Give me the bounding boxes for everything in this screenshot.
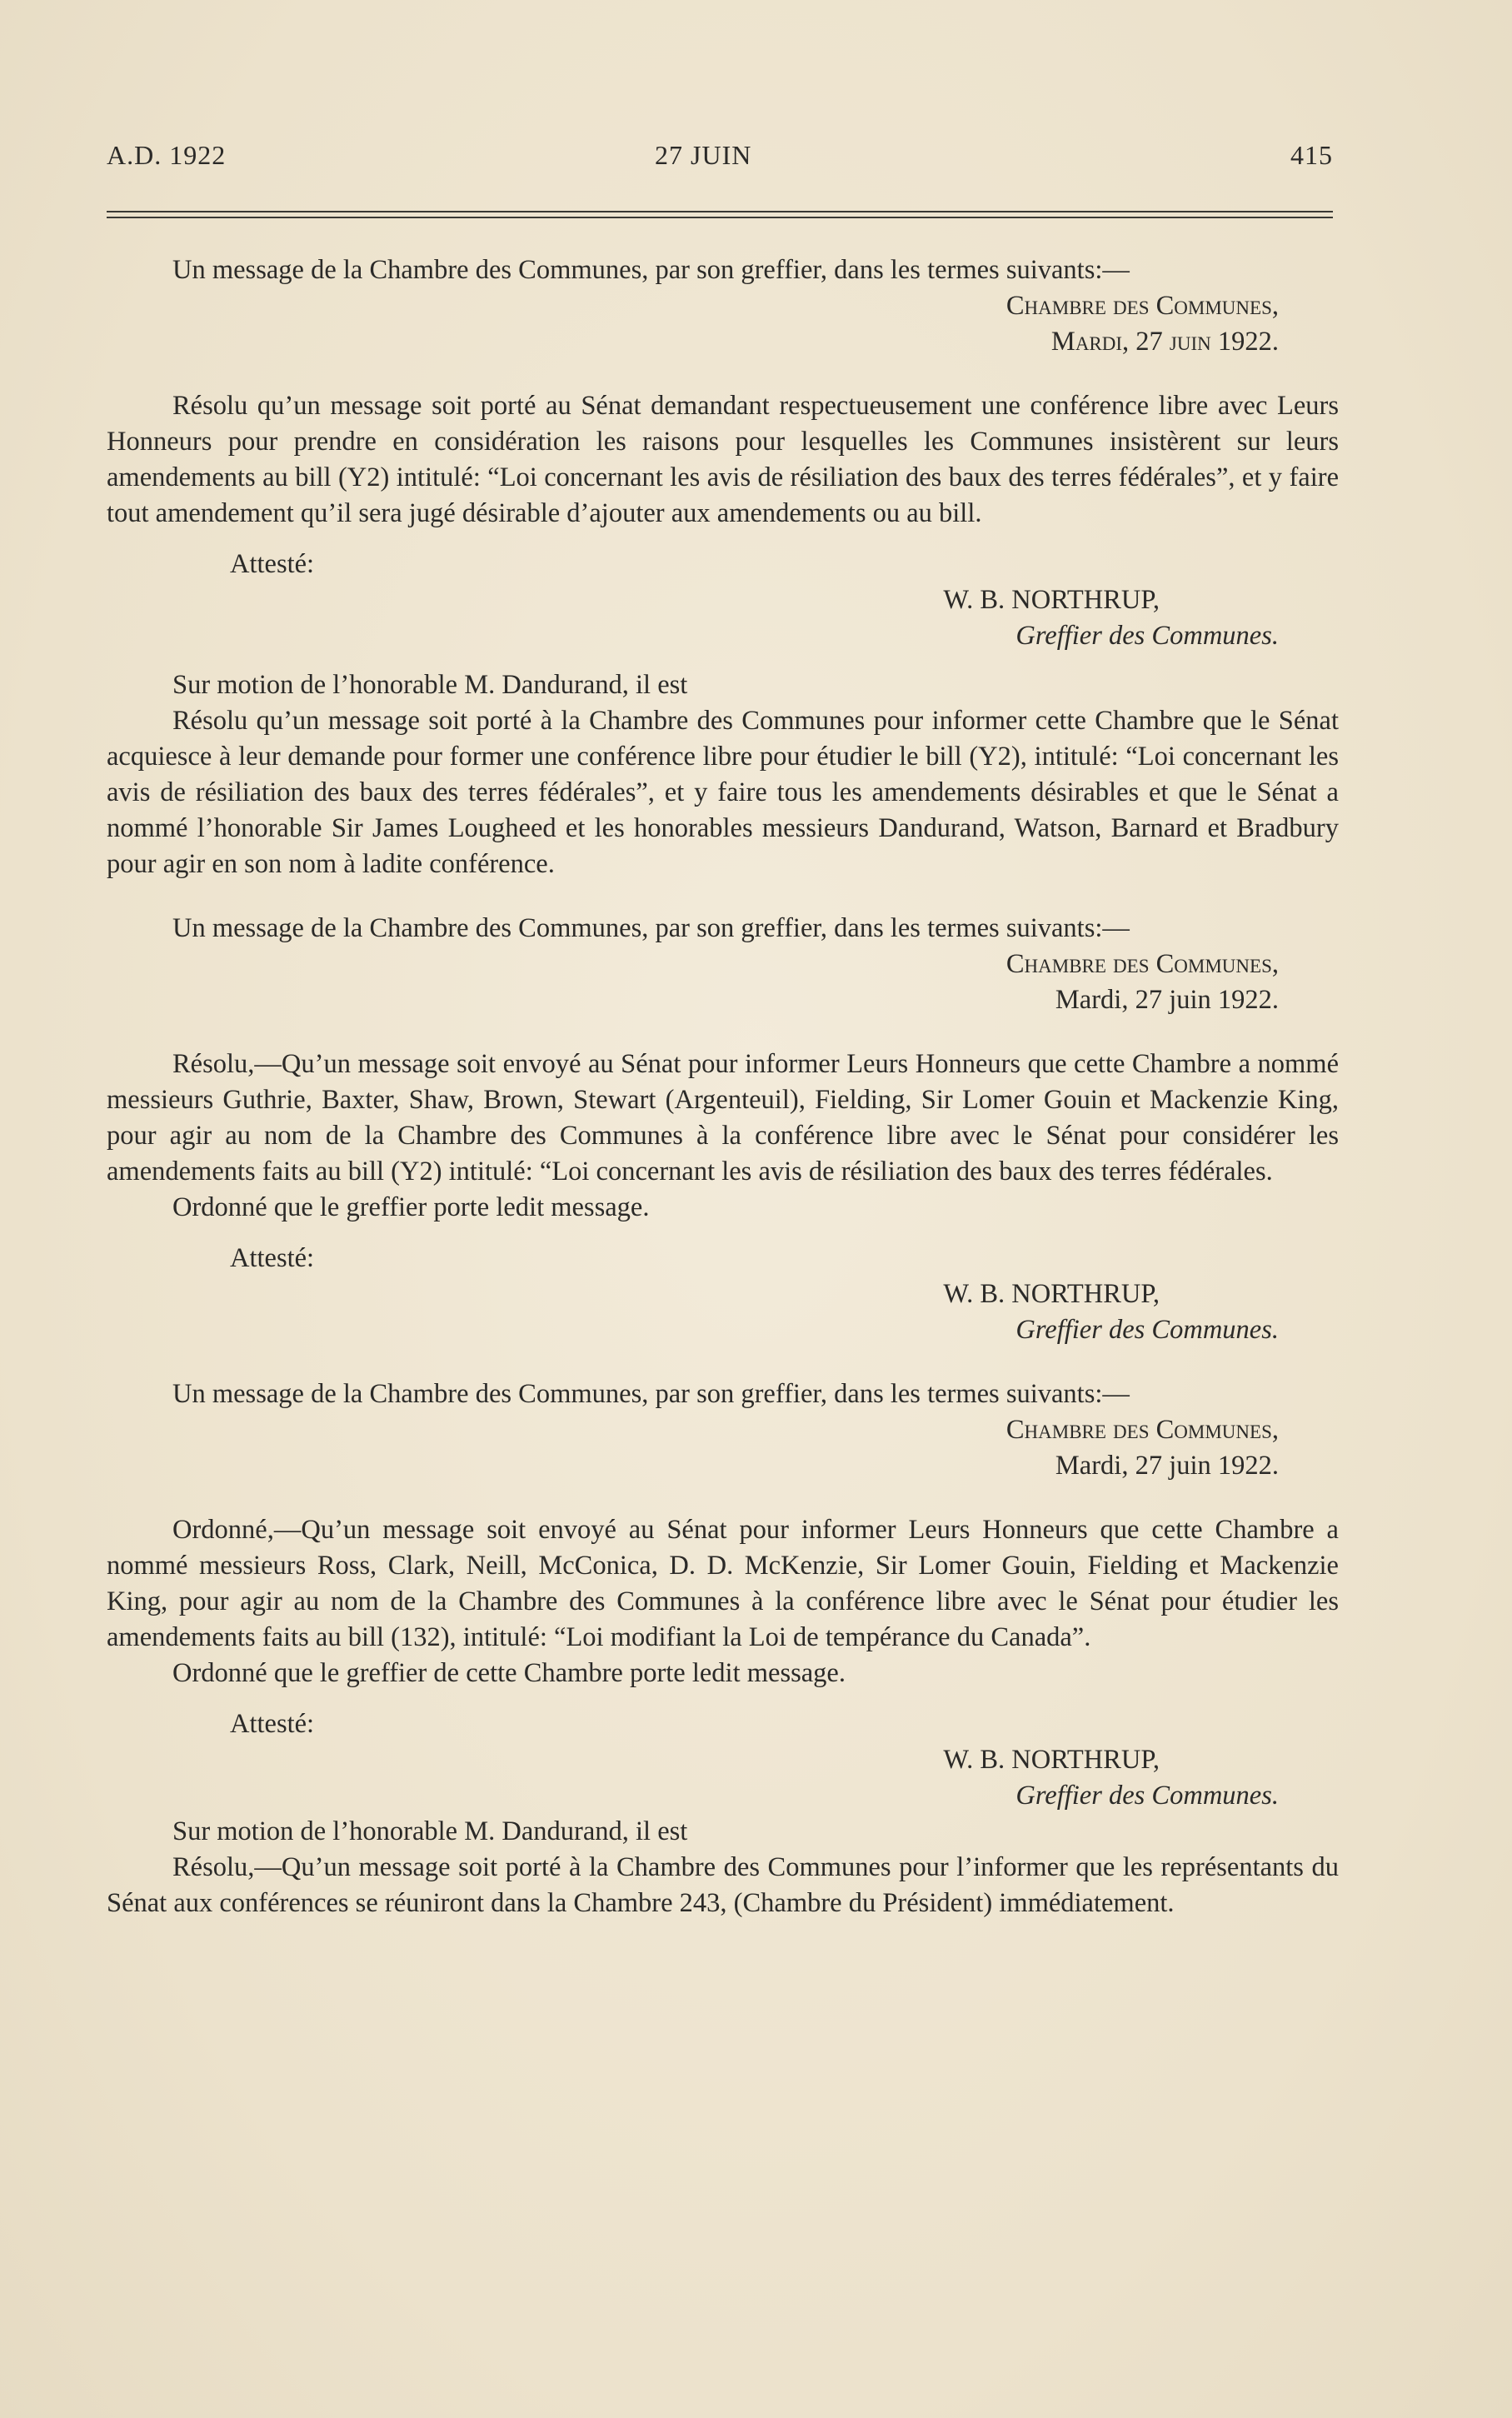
motion-2-body: Résolu,—Qu’un message soit porté à la Chambre des Communes pour l’informer que les représentants du Sénat aux conférences se réuniront dans la Chambre 243, (Chambre du Président) immédiatement. <box>107 1852 1339 1918</box>
message-1-attest: Attesté: <box>230 549 315 579</box>
message-3-signature: W. B. NORTHRUP, <box>943 1745 1160 1775</box>
header-double-rule <box>107 211 1333 222</box>
message-3-body: Ordonné,—Qu’un message soit envoyé au Sénat pour informer Leurs Honneurs que cette Chambre a nommé messieurs Ross, Clark, Neill, McConica, D. D. McKenzie, Sir Lomer Gouin, Fielding et Mackenzie King, pour agir au nom de la Chambre des Communes à la conférence libre avec le Sénat pour étudier les amendements faits au bill (132), intitulé: “Loi modifiant la Loi de tempérance du Canada”. <box>107 1515 1339 1652</box>
page-body <box>107 252 1339 1921</box>
message-1-date-text: Mardi, 27 juin 1922. <box>1050 327 1279 357</box>
motion-1-body: Résolu qu’un message soit porté à la Chambre des Communes pour informer cette Chambre que le Sénat acquiesce à leur demande pour former une conférence libre pour étudier le bill (Y2), intitulé: “Loi concernant les avis de résiliation des baux des terres fédérales”, et y faire tous les amendements désirables et que le Sénat a nommé l’honorable Sir James Lougheed et les honorables messieurs Dandurand, Watson, Barnard et Bradbury pour agir en son nom à ladite conférence. <box>107 706 1339 879</box>
message-2-attest: Attesté: <box>230 1243 315 1273</box>
message-1-intro: Un message de la Chambre des Communes, par son greffier, dans les termes suivants:— <box>172 255 1130 285</box>
message-3-place: Chambre des Communes, <box>1006 1415 1279 1445</box>
header-year: A.D. 1922 <box>107 140 227 170</box>
rule-line-bottom <box>107 217 1333 218</box>
message-2-place: Chambre des Communes, <box>1006 949 1279 979</box>
motion-1-intro: Sur motion de l’honorable M. Dandurand, il est <box>172 670 688 700</box>
message-1-body: Résolu qu’un message soit porté au Sénat demandant respectueusement une conférence libre avec Leurs Honneurs pour prendre en considération les raisons pour lesquelles les Communes insistèrent sur leurs amendements au bill (Y2) intitulé: “Loi concernant les avis de résiliation des baux des terres fédérales”, et y faire tout amendement qu’il sera jugé désirable d’ajouter aux amendements ou au bill. <box>107 391 1339 528</box>
message-3-role: Greffier des Communes. <box>1015 1781 1279 1811</box>
message-1-date <box>107 324 1339 360</box>
message-3-order: Ordonné que le greffier de cette Chambre porte ledit message. <box>172 1658 846 1688</box>
message-2-intro: Un message de la Chambre des Communes, par son greffier, dans les termes suivants:— <box>172 913 1130 943</box>
message-1-place: Chambre des Communes, <box>1006 291 1279 321</box>
message-2-order: Ordonné que le greffier porte ledit message. <box>172 1192 650 1222</box>
message-2-body: Résolu,—Qu’un message soit envoyé au Sénat pour informer Leurs Honneurs que cette Chambre a nommé messieurs Guthrie, Baxter, Shaw, Brown, Stewart (Argenteuil), Fielding, Sir Lomer Gouin et Mackenzie King, pour agir au nom de la Chambre des Communes à la conférence libre avec le Sénat pour considérer les amendements faits au bill (Y2) intitulé: “Loi concernant les avis de résiliation des baux des terres fédérales. <box>107 1049 1339 1187</box>
message-2-date: Mardi, 27 juin 1922. <box>1055 985 1279 1015</box>
message-3-date: Mardi, 27 juin 1922. <box>1055 1451 1279 1481</box>
header-date: 27 JUIN <box>655 140 752 170</box>
rule-line-top <box>107 211 1333 212</box>
motion-2-intro: Sur motion de l’honorable M. Dandurand, il est <box>172 1816 688 1846</box>
message-1-role: Greffier des Communes. <box>1015 621 1279 651</box>
message-3-attest: Attesté: <box>230 1709 315 1739</box>
message-3-intro: Un message de la Chambre des Communes, par son greffier, dans les termes suivants:— <box>172 1379 1130 1409</box>
message-2-role: Greffier des Communes. <box>1015 1315 1279 1345</box>
message-1-signature: W. B. NORTHRUP, <box>943 585 1160 615</box>
page-header <box>107 140 1333 173</box>
message-2-signature: W. B. NORTHRUP, <box>943 1279 1160 1309</box>
page-number: 415 <box>1290 140 1333 170</box>
